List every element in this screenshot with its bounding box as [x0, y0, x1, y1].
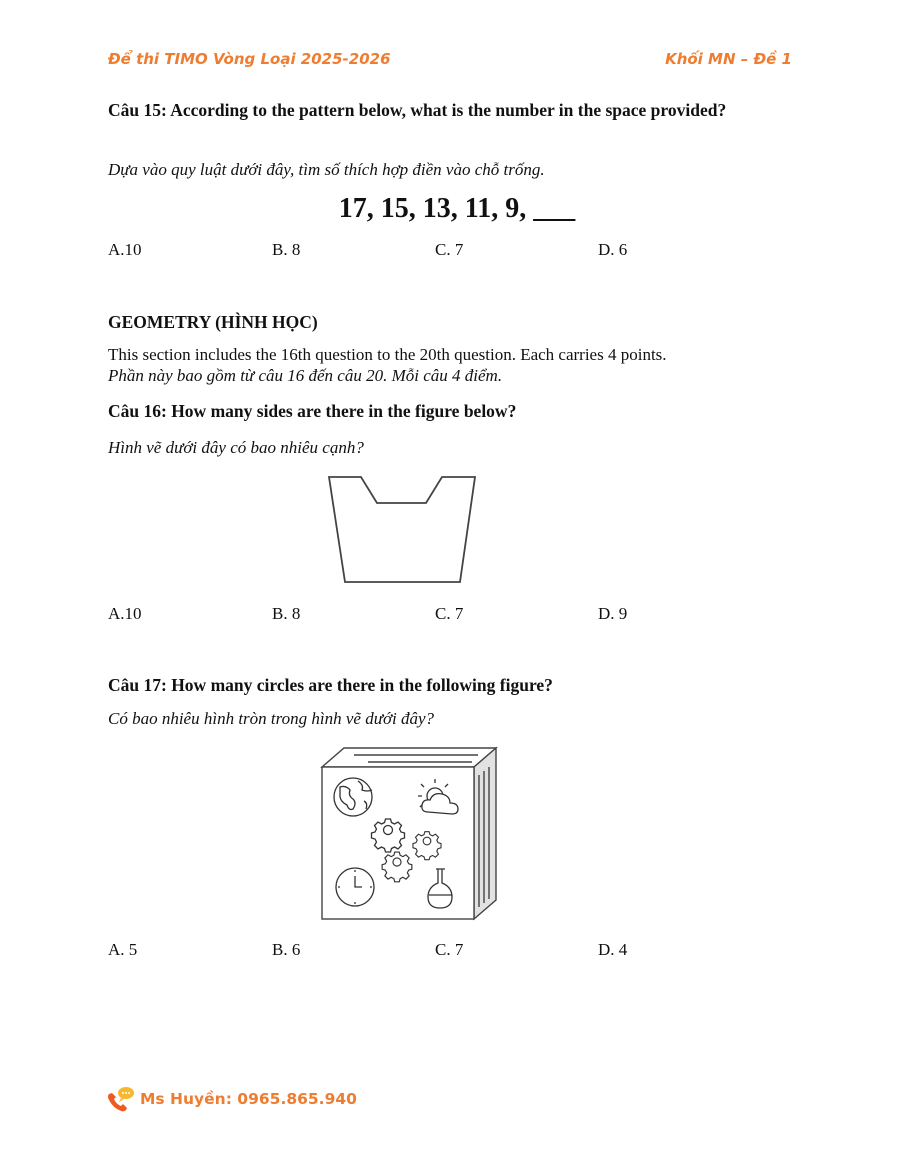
q15-title: Câu 15: According to the pattern below, what is the number in the space provided? — [108, 100, 727, 120]
polygon-figure-icon — [326, 474, 478, 586]
header-exam-title: Để thi TIMO Vòng Loại 2025-2026 — [108, 50, 391, 68]
option-c[interactable]: C. 7 — [435, 940, 464, 959]
section-intro-en: This section includes the 16th question to the 20th question. Each carries 4 points. — [108, 345, 667, 364]
option-c[interactable]: C. 7 — [435, 604, 464, 623]
q17-title: Câu 17: How many circles are there in the following figure? — [108, 675, 553, 695]
q16-title: Câu 16: How many sides are there in the figure below? — [108, 401, 517, 421]
option-d[interactable]: D. 6 — [598, 240, 628, 259]
option-a[interactable]: A.10 — [108, 240, 142, 259]
header-grade-label: Khối MN – Đề 1 — [665, 50, 792, 68]
section-heading: GEOMETRY (HÌNH HỌC) — [108, 312, 318, 332]
option-c[interactable]: C. 7 — [435, 240, 464, 259]
option-a[interactable]: A. 5 — [108, 940, 138, 959]
footer-contact — [106, 1086, 357, 1112]
option-d[interactable]: D. 9 — [598, 604, 628, 623]
option-b[interactable]: B. 8 — [272, 240, 301, 259]
phone-chat-icon — [106, 1086, 136, 1112]
option-a[interactable]: A.10 — [108, 604, 142, 623]
q15-sequence: 17, 15, 13, 11, 9, ___ — [338, 193, 576, 224]
book-with-icons-figure-icon — [318, 745, 500, 921]
option-b[interactable]: B. 8 — [272, 604, 301, 623]
option-b[interactable]: B. 6 — [272, 940, 301, 959]
option-d[interactable]: D. 4 — [598, 940, 628, 959]
q16-subtitle: Hình vẽ dưới đây có bao nhiêu cạnh? — [108, 438, 364, 457]
section-intro-vi: Phần này bao gồm từ câu 16 đến câu 20. Mỗi câu 4 điểm. — [108, 366, 503, 385]
q15-subtitle: Dựa vào quy luật dưới đây, tìm số thích hợp điền vào chỗ trống. — [108, 160, 545, 179]
q17-subtitle: Có bao nhiêu hình tròn trong hình vẽ dưới đây? — [108, 709, 435, 728]
contact-text: Ms Huyền: 0965.865.940 — [140, 1090, 357, 1108]
